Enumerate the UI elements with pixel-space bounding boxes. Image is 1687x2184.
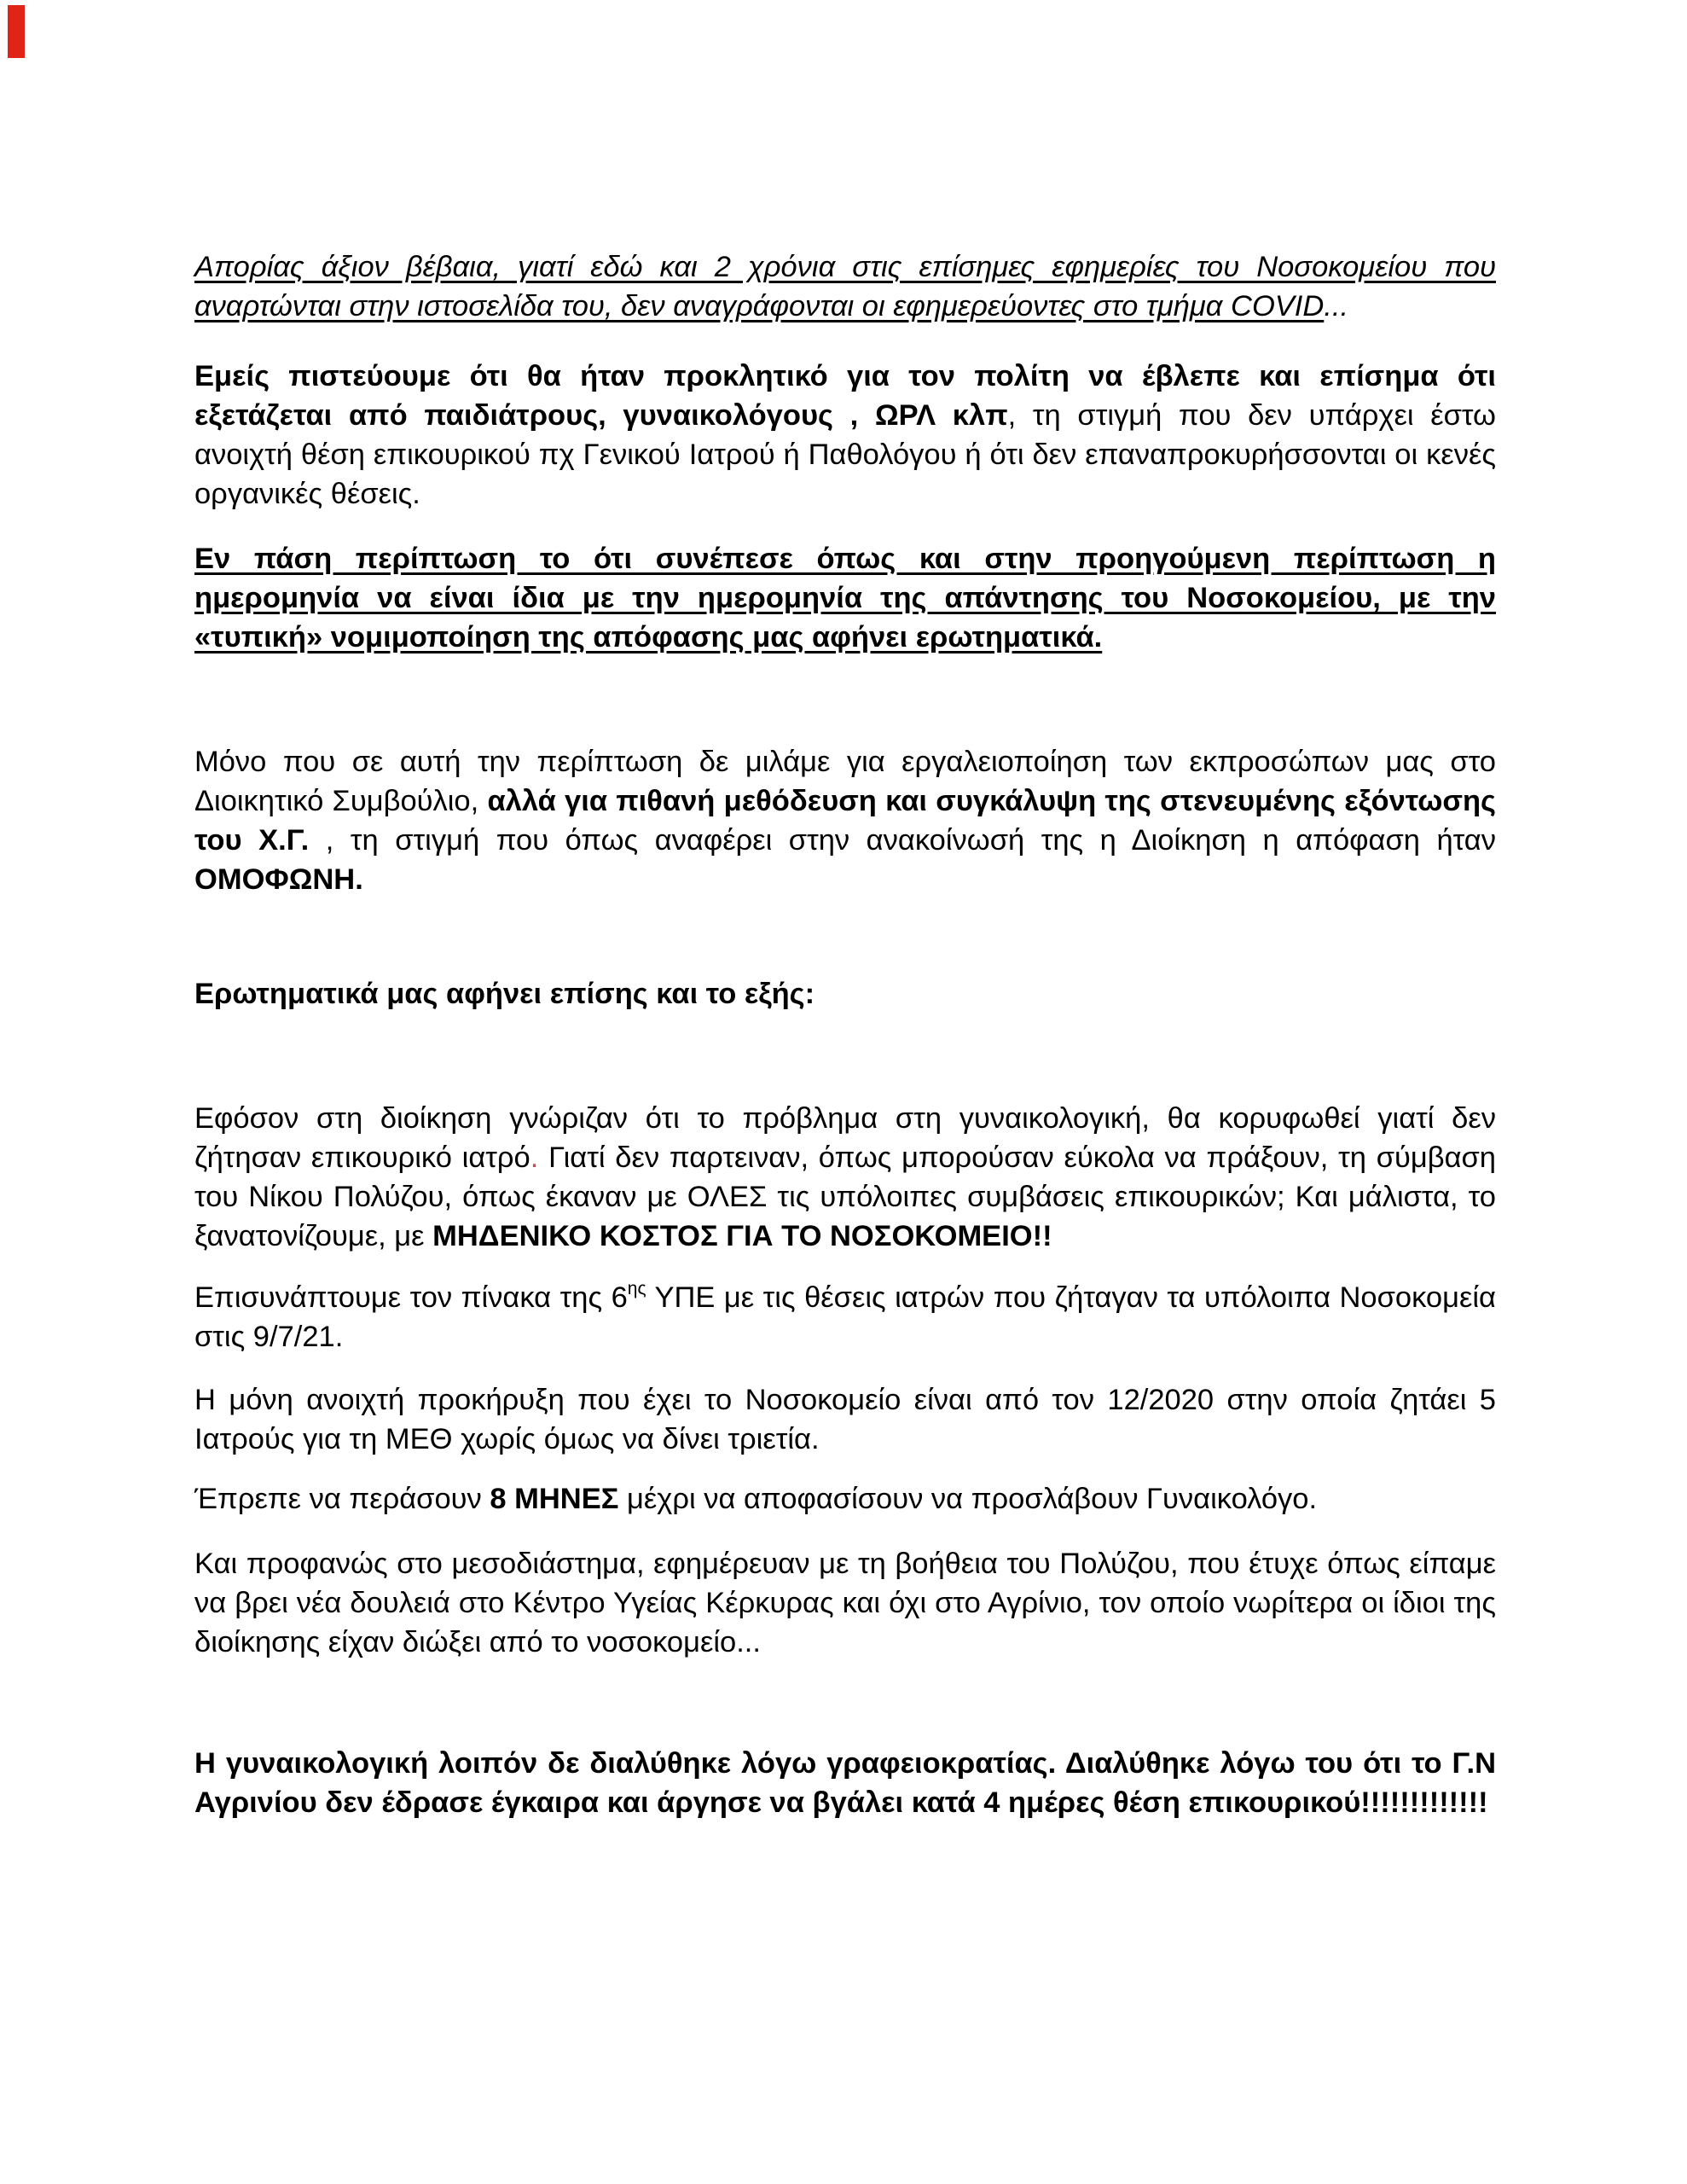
paragraph-conclusion [194, 1744, 1496, 1822]
paragraph-intro-italic [194, 247, 1496, 326]
text-run: Απορίας άξιον βέβαια, γιατί εδώ και 2 χρόνια στις επίσημες εφημερίες του Νοσοκομείου που αναρτώνται στην ιστοσελίδα του, δεν αναγράφονται οι εφημερεύοντες στο τμήμα COVID [194, 251, 1496, 322]
text-run: Η μόνη ανοιχτή προκήρυξη που έχει το Νοσοκομείο είναι από τον 12/2020 στην οποία ζητάει 5 Ιατρούς για τη ΜΕΘ χωρίς όμως να δίνει τριετία. [194, 1384, 1496, 1455]
text-run: ΜΗΔΕΝΙΚΟ ΚΟΣΤΟΣ ΓΙΑ ΤΟ ΝΟΣΟΚΟΜΕΙΟ!! [432, 1220, 1052, 1252]
text-run: μέχρι να αποφασίσουν να προσλάβουν Γυναικολόγο. [618, 1483, 1318, 1515]
text-run: Γιατί δεν παρτειναν, όπως μπορούσαν εύκολα να πράξουν, τη σύμβαση του Νίκου Πολύζου, όπως έκαναν με ΟΛΕΣ τις υπόλοιπες συμβάσεις επικουρικών; Και μάλιστα, το ξανατονίζουμε, με [194, 1141, 1496, 1252]
text-run: Μόνο που σε αυτή την περίπτωση δε μιλάμε για εργαλειοποίηση των εκπροσώπων μας στο Διοικητικό Συμβούλιο, [194, 746, 1496, 817]
text-run: Εν πάση περίπτωση το ότι συνέπεσε όπως και στην προηγούμενη περίπτωση η ημερομηνία να είναι ίδια με την ημερομηνία της απάντησης του Νοσοκομείου, με την «τυπική» νομιμοποίηση της απόφασης μας αφήνει ερωτηματικά. [194, 543, 1496, 653]
text-run: αλλά για πιθανή μεθόδευση και συγκάλυψη της στενευμένης εξόντωσης του Χ.Γ. [194, 785, 1496, 857]
text-run: ΥΠΕ με τις θέσεις ιατρών που ζήταγαν τα υπόλοιπα Νοσοκομεία στις 9/7/21. [194, 1281, 1496, 1353]
text-run: , τη στιγμή που όπως αναφέρει στην ανακοίνωσή της η Διοίκηση η απόφαση ήταν [309, 824, 1497, 857]
heading-questions [194, 974, 1496, 1014]
paragraph-meanwhile [194, 1544, 1496, 1662]
paragraph-methodology [194, 742, 1496, 899]
paragraph-opinion [194, 357, 1496, 514]
text-run: Εμείς πιστεύουμε ότι θα ήταν προκλητικό για τον πολίτη να έβλεπε και επίσημα ότι εξετάζεται από παιδιάτρους, γυναικολόγους , ΩΡΛ κλπ [194, 360, 1496, 432]
red-period: . [530, 1141, 539, 1174]
text-run: ... [1324, 290, 1349, 322]
paragraph-why-no-doctor [194, 1099, 1496, 1256]
text-run: Η γυναικολογική λοιπόν δε διαλύθηκε λόγω γραφειοκρατίας. Διαλύθηκε λόγω του ότι το Γ.Ν Αγρινίου δεν έδρασε έγκαιρα και άργησε να βγάλει κατά 4 ημέρες θέση επικουρικού!!!!!!!!!!!!! [194, 1747, 1496, 1819]
text-run: Εφόσον στη διοίκηση γνώριζαν ότι το πρόβλημα στη γυναικολογική, θα κορυφωθεί γιατί δεν ζήτησαν επικουρικό ιατρό [194, 1102, 1496, 1174]
text-run: Ερωτηματικά μας αφήνει επίσης και το εξής: [194, 978, 815, 1010]
corner-red-marker [8, 5, 25, 58]
paragraph-attachment [194, 1278, 1496, 1356]
paragraph-coincidence [194, 539, 1496, 657]
paragraph-eight-months [194, 1479, 1496, 1519]
text-run: Έπρεπε να περάσουν [194, 1483, 490, 1515]
document-content [194, 247, 1496, 1822]
text-run: 8 ΜΗΝΕΣ [490, 1483, 619, 1515]
text-run: ΟΜΟΦΩΝΗ. [194, 863, 363, 896]
text-run: Επισυνάπτουμε τον πίνακα της 6 [194, 1281, 628, 1314]
superscript-ordinal: ης [627, 1279, 646, 1298]
text-run: , τη στιγμή που δεν υπάρχει έστω ανοιχτή θέση επικουρικού πχ Γενικού Ιατρού ή Παθολόγου ή ότι δεν επαναπροκυρήσσονται οι κενές οργανικές θέσεις. [194, 399, 1496, 510]
paragraph-open-call [194, 1380, 1496, 1459]
text-run: Και προφανώς στο μεσοδιάστημα, εφημέρευαν με τη βοήθεια του Πολύζου, που έτυχε όπως είπαμε να βρει νέα δουλειά στο Κέντρο Υγείας Κέρκυρας και όχι στο Αγρίνιο, τον οποίο νωρίτερα οι ίδιοι της διοίκησης είχαν διώξει από το νοσοκομείο... [194, 1548, 1496, 1658]
